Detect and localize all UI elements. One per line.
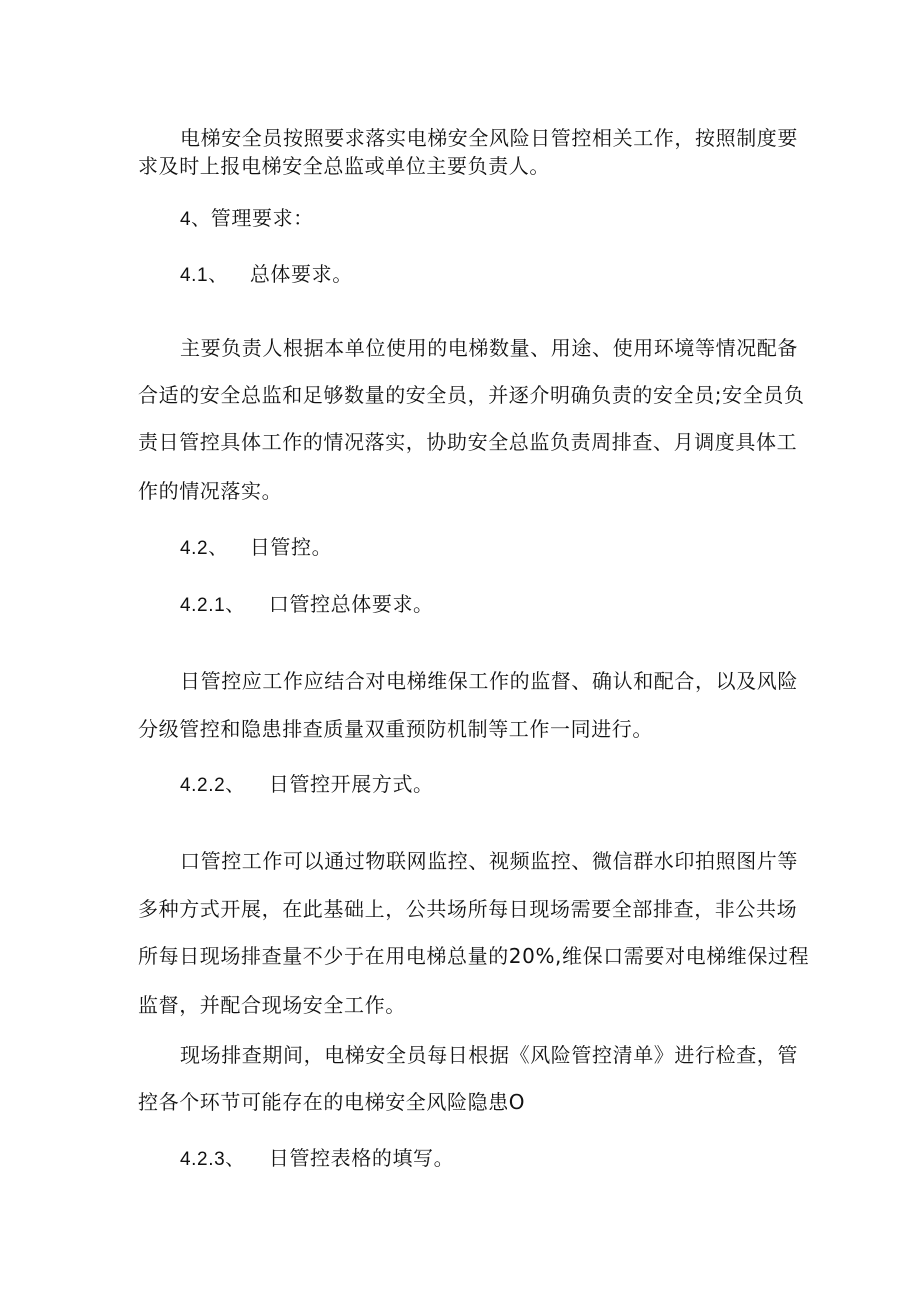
heading-text: 口管控总体要求。 — [268, 592, 434, 616]
heading-text: 管理要求： — [210, 206, 314, 230]
section-heading-4-2-2 — [180, 772, 434, 798]
paragraph-line: 合适的安全总监和足够数量的安全员，并逐介明确负责的安全员;安全员负 — [138, 383, 805, 407]
heading-number: 4.2.3、 — [180, 1149, 245, 1170]
paragraph-line: 监督，并配合现场安全工作。 — [138, 993, 406, 1017]
heading-number: 4.1、 — [180, 265, 228, 286]
paragraph-line: 现场排查期间，电梯安全员每日根据《风险管控清单》进行检查，管 — [180, 1043, 798, 1067]
section-heading-4-2-1 — [180, 592, 434, 618]
section-heading-4-1 — [180, 262, 353, 288]
paragraph-line: 电梯安全员按照要求落实电梯安全风险日管控相关工作，按照制度要 — [180, 126, 798, 150]
paragraph-line: 日管控应工作应结合对电梯维保工作的监督、确认和配合，以及风险 — [180, 669, 798, 693]
section-heading-4 — [180, 206, 314, 232]
paragraph-line: 作的情况落实。 — [138, 479, 283, 503]
heading-text: 日管控表格的填写。 — [268, 1146, 455, 1170]
paragraph-line: 控各个环节可能存在的电梯安全风险隐患O — [138, 1090, 526, 1114]
heading-text: 总体要求。 — [249, 262, 353, 286]
section-heading-4-2-3 — [180, 1146, 454, 1172]
heading-number: 4、 — [180, 209, 211, 230]
paragraph-line: 求及时上报电梯安全总监或单位主要负责人。 — [138, 154, 550, 178]
paragraph-line: 分级管控和隐患排查质量双重预防机制等工作一同进行。 — [138, 717, 653, 741]
paragraph-line: 责日管控具体工作的情况落实，协助安全总监负责周排查、月调度具体工 — [138, 430, 798, 454]
heading-number: 4.2、 — [180, 538, 228, 559]
paragraph-line: 主要负责人根据本单位使用的电梯数量、用途、使用环境等情况配备 — [180, 336, 798, 360]
paragraph-line: 口管控工作可以通过物联网监控、视频监控、微信群水印拍照图片等 — [180, 849, 798, 873]
paragraph-line: 所每日现场排查量不少于在用电梯总量的20%,维保口需要对电梯维保过程 — [138, 944, 810, 968]
heading-text: 日管控开展方式。 — [268, 772, 434, 796]
section-heading-4-2 — [180, 535, 332, 561]
heading-number: 4.2.2、 — [180, 775, 245, 796]
paragraph-line: 多种方式开展，在此基础上，公共场所每日现场需要全部排查，非公共场 — [138, 897, 798, 921]
heading-number: 4.2.1、 — [180, 595, 245, 616]
heading-text: 日管控。 — [249, 535, 333, 559]
